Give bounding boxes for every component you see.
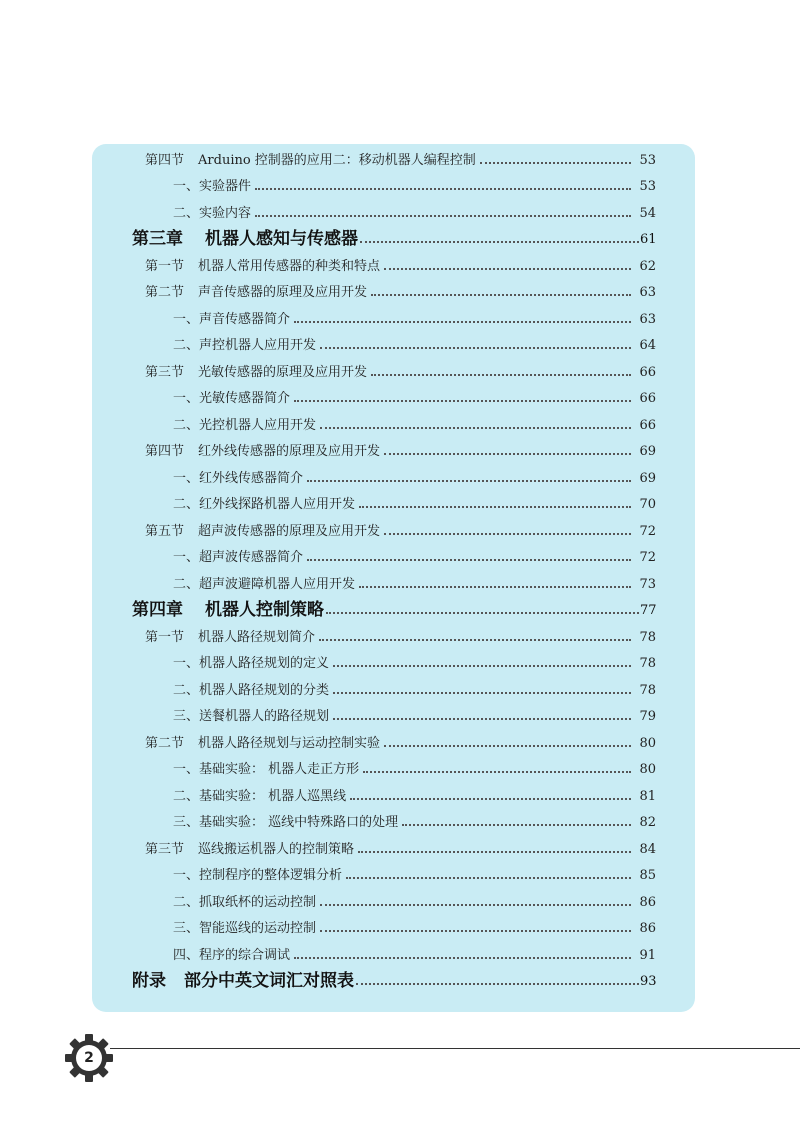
toc-page-number: 78 <box>639 656 656 671</box>
toc-entry-title: 超声波传感器的原理及应用开发 <box>198 523 381 539</box>
toc-entry-number: 二、 <box>173 894 200 910</box>
dot-leader <box>350 797 631 800</box>
toc-item-row <box>92 757 695 783</box>
toc-entry-label <box>173 657 329 670</box>
toc-section-row <box>92 836 695 862</box>
toc-entry-label <box>145 631 315 644</box>
toc-entry-number: 三、 <box>173 815 200 830</box>
dot-leader <box>294 399 631 402</box>
toc-entry-title: 红外线传感器的原理及应用开发 <box>198 444 381 459</box>
toc-entry-number: 一、 <box>173 656 200 671</box>
toc-entry-label <box>173 392 290 405</box>
toc-entry-label <box>173 790 346 803</box>
toc-entry-title: 声音传感器简介 <box>199 311 291 327</box>
toc-page-number: 66 <box>639 364 656 380</box>
toc-entry-number: 第四节 <box>145 444 185 459</box>
toc-entry-title: 基础实验： 巡线中特殊路口的处理 <box>199 815 399 830</box>
toc-item-row <box>92 889 695 915</box>
toc-entry-number: 四、 <box>173 947 200 963</box>
toc-item-row <box>92 651 695 677</box>
dot-leader <box>255 214 631 217</box>
toc-entry-label <box>173 180 251 193</box>
toc-page-number: 86 <box>639 894 656 910</box>
toc-item-row <box>92 306 695 332</box>
toc-section-row <box>92 359 695 385</box>
toc-page-number: 91 <box>639 947 656 963</box>
toc-item-row <box>92 704 695 730</box>
dot-leader <box>384 532 631 535</box>
toc-entry-title: 机器人常用传感器的种类和特点 <box>198 258 381 274</box>
toc-entry-title: 红外线探路机器人应用开发 <box>199 497 356 512</box>
toc-page-number: 69 <box>639 444 656 459</box>
toc-item-row <box>92 200 695 226</box>
toc-section-row <box>92 730 695 756</box>
toc-entry-label <box>173 763 359 776</box>
dot-leader <box>480 161 631 164</box>
toc-page-number: 85 <box>639 868 656 883</box>
toc-page-number: 63 <box>639 285 656 300</box>
toc-entry-number: 第二节 <box>145 285 185 300</box>
toc-entry-label <box>173 816 398 829</box>
toc-item-row <box>92 465 695 491</box>
toc-entry-title: 智能巡线的运动控制 <box>199 921 317 936</box>
toc-page-number: 80 <box>639 762 656 777</box>
toc-page-number: 66 <box>639 391 656 406</box>
toc-page-number: 80 <box>639 735 656 751</box>
dot-leader <box>320 346 631 349</box>
toc-item-row <box>92 333 695 359</box>
toc-entry-title: 声控机器人应用开发 <box>199 338 317 353</box>
toc-entry-label <box>173 339 316 352</box>
toc-entry-label <box>173 472 303 485</box>
toc-page-number: 77 <box>640 603 657 618</box>
toc-entry-label <box>145 260 380 273</box>
dot-leader <box>384 452 631 455</box>
toc-item-row <box>92 545 695 571</box>
toc-section-row <box>92 253 695 279</box>
toc-section-row <box>92 624 695 650</box>
dot-leader <box>371 293 631 296</box>
dot-leader <box>359 505 631 508</box>
toc-entry-number: 三、 <box>173 709 200 724</box>
dot-leader <box>384 744 631 747</box>
toc-entry-number: 第四章 <box>132 600 183 620</box>
toc-entry-number: 第一节 <box>145 258 185 274</box>
dot-leader <box>307 479 631 482</box>
toc-entry-label <box>173 949 290 962</box>
toc-entry-label <box>145 525 380 538</box>
dot-leader <box>363 770 631 773</box>
dot-leader <box>358 850 631 853</box>
toc-entry-number: 第三节 <box>145 841 185 857</box>
footer-rule <box>110 1048 800 1049</box>
toc-entry-label <box>145 445 380 458</box>
toc-page-number: 70 <box>639 497 656 512</box>
toc-item-row <box>92 916 695 942</box>
toc-entry-title: 光敏传感器简介 <box>199 391 291 406</box>
toc-entry-title: 机器人感知与传感器 <box>205 229 358 249</box>
page-number: 2 <box>84 1050 94 1066</box>
toc-chapter-row <box>92 969 695 995</box>
toc-entry-label <box>173 896 316 909</box>
toc-page-number: 84 <box>639 841 656 857</box>
toc-page-number: 61 <box>640 232 657 247</box>
toc-entry-label <box>145 366 367 379</box>
toc-entry-title: 部分中英文词汇对照表 <box>184 971 354 991</box>
toc-page-number: 66 <box>639 417 656 433</box>
toc-section-row <box>92 439 695 465</box>
toc-entry-title: 机器人路径规划简介 <box>198 629 316 645</box>
toc-item-row <box>92 942 695 968</box>
dot-leader <box>359 585 631 588</box>
toc-section-row <box>92 518 695 544</box>
toc-entry-title: 光控机器人应用开发 <box>199 417 317 433</box>
toc-entry-number: 二、 <box>173 788 200 804</box>
toc-item-row <box>92 492 695 518</box>
toc-entry-label <box>132 231 358 248</box>
toc-entry-number: 二、 <box>173 576 200 592</box>
dot-leader <box>294 956 631 959</box>
toc-section-row <box>92 280 695 306</box>
toc-page-number: 64 <box>639 338 656 353</box>
toc-entry-label <box>173 869 342 882</box>
dot-leader <box>371 373 631 376</box>
toc-page-number: 86 <box>639 921 656 936</box>
toc-item-row <box>92 571 695 597</box>
toc-page-number: 78 <box>639 682 656 698</box>
toc-entry-label <box>173 419 316 432</box>
toc-item-row <box>92 810 695 836</box>
toc-entry-label <box>145 843 354 856</box>
toc-chapter-row <box>92 227 695 253</box>
toc-entry-number: 二、 <box>173 417 200 433</box>
toc-page-number: 79 <box>639 709 656 724</box>
toc-page-number: 54 <box>639 205 656 221</box>
toc-entry-number: 第三节 <box>145 364 185 380</box>
toc-page-number: 81 <box>639 788 656 804</box>
toc-entry-title: 送餐机器人的路径规划 <box>199 709 330 724</box>
toc-entry-title: 基础实验： 机器人走正方形 <box>199 762 360 777</box>
toc-entry-label <box>173 313 290 326</box>
toc-item-row <box>92 174 695 200</box>
dot-leader <box>333 664 631 667</box>
dot-leader <box>320 903 631 906</box>
toc-entry-number: 一、 <box>173 550 200 565</box>
toc-entry-number: 一、 <box>173 391 200 406</box>
toc-page-number: 72 <box>639 550 656 565</box>
toc-entry-number: 第五节 <box>145 523 185 539</box>
toc-entry-title: 基础实验： 机器人巡黑线 <box>199 788 347 804</box>
toc-entry-title: 机器人路径规划与运动控制实验 <box>198 735 381 751</box>
toc-entry-number: 附录 <box>132 971 166 991</box>
toc-page-number: 78 <box>639 629 656 645</box>
dot-leader <box>307 558 631 561</box>
dot-leader <box>360 240 639 243</box>
toc-entry-title: 巡线搬运机器人的控制策略 <box>198 841 355 857</box>
dot-leader <box>346 876 631 879</box>
toc-entry-label <box>173 684 329 697</box>
toc-page-number: 82 <box>639 815 656 830</box>
dot-leader <box>384 267 631 270</box>
toc-entry-number: 一、 <box>173 470 200 486</box>
toc-entry-label <box>173 207 251 220</box>
dot-leader <box>294 320 631 323</box>
toc-entry-title: 机器人路径规划的分类 <box>199 682 330 698</box>
toc-chapter-row <box>92 598 695 624</box>
dot-leader <box>402 823 631 826</box>
dot-leader <box>319 638 631 641</box>
toc-page-number: 93 <box>640 974 657 989</box>
toc-entry-number: 一、 <box>173 868 200 883</box>
toc-entry-number: 三、 <box>173 921 200 936</box>
toc-entry-label <box>132 973 354 990</box>
toc-entry-label <box>173 578 355 591</box>
toc-entry-number: 二、 <box>173 338 200 353</box>
toc-page-number: 62 <box>639 258 656 274</box>
toc-entry-label <box>132 602 324 619</box>
toc-entry-label <box>173 551 303 564</box>
toc-page-number: 53 <box>639 152 656 168</box>
toc-entry-title: 声音传感器的原理及应用开发 <box>198 285 368 300</box>
toc-entry-number: 第二节 <box>145 735 185 751</box>
toc-entry-number: 一、 <box>173 311 200 327</box>
dot-leader <box>333 691 631 694</box>
toc-item-row <box>92 863 695 889</box>
toc-entry-title: 光敏传感器的原理及应用开发 <box>198 364 368 380</box>
toc-entry-label <box>145 154 476 167</box>
toc-page-number: 69 <box>639 470 656 486</box>
toc-entry-title: 超声波避障机器人应用开发 <box>199 576 356 592</box>
toc-entry-title: 实验器件 <box>199 179 252 194</box>
toc-item-row <box>92 677 695 703</box>
toc-entry-title: 机器人控制策略 <box>205 600 324 620</box>
toc-entry-title: 控制程序的整体逻辑分析 <box>199 868 343 883</box>
toc-entry-label <box>173 710 329 723</box>
toc-entry-number: 第三章 <box>132 229 183 249</box>
toc-entry-label <box>145 286 367 299</box>
toc-entry-title: 程序的综合调试 <box>199 947 291 963</box>
toc-entry-title: 超声波传感器简介 <box>199 550 304 565</box>
dot-leader <box>326 611 639 614</box>
dot-leader <box>333 717 631 720</box>
toc-entry-label <box>145 737 380 750</box>
toc-item-row <box>92 386 695 412</box>
toc-entry-number: 二、 <box>173 205 200 221</box>
dot-leader <box>255 187 631 190</box>
toc-entry-number: 一、 <box>173 762 200 777</box>
dot-leader <box>356 982 639 985</box>
toc-panel <box>92 144 695 1012</box>
toc-entry-label <box>173 498 355 511</box>
toc-entry-title: 抓取纸杯的运动控制 <box>199 894 317 910</box>
toc-entry-number: 二、 <box>173 497 200 512</box>
toc-entry-number: 第一节 <box>145 629 185 645</box>
dot-leader <box>320 929 631 932</box>
toc-entry-title: Arduino 控制器的应用二：移动机器人编程控制 <box>198 152 476 168</box>
toc-entry-number: 二、 <box>173 682 200 698</box>
toc-entry-title: 红外线传感器简介 <box>199 470 304 486</box>
toc-item-row <box>92 412 695 438</box>
toc-page-number: 72 <box>639 523 656 539</box>
toc-entry-number: 第四节 <box>145 152 185 168</box>
toc-entry-label <box>173 922 316 935</box>
toc-section-row <box>92 147 695 173</box>
toc-entry-title: 机器人路径规划的定义 <box>199 656 330 671</box>
toc-item-row <box>92 783 695 809</box>
toc-entry-title: 实验内容 <box>199 205 252 221</box>
dot-leader <box>320 426 631 429</box>
toc-entry-number: 一、 <box>173 179 200 194</box>
toc-page-number: 63 <box>639 311 656 327</box>
toc-page-number: 73 <box>639 576 656 592</box>
toc-page-number: 53 <box>639 179 656 194</box>
